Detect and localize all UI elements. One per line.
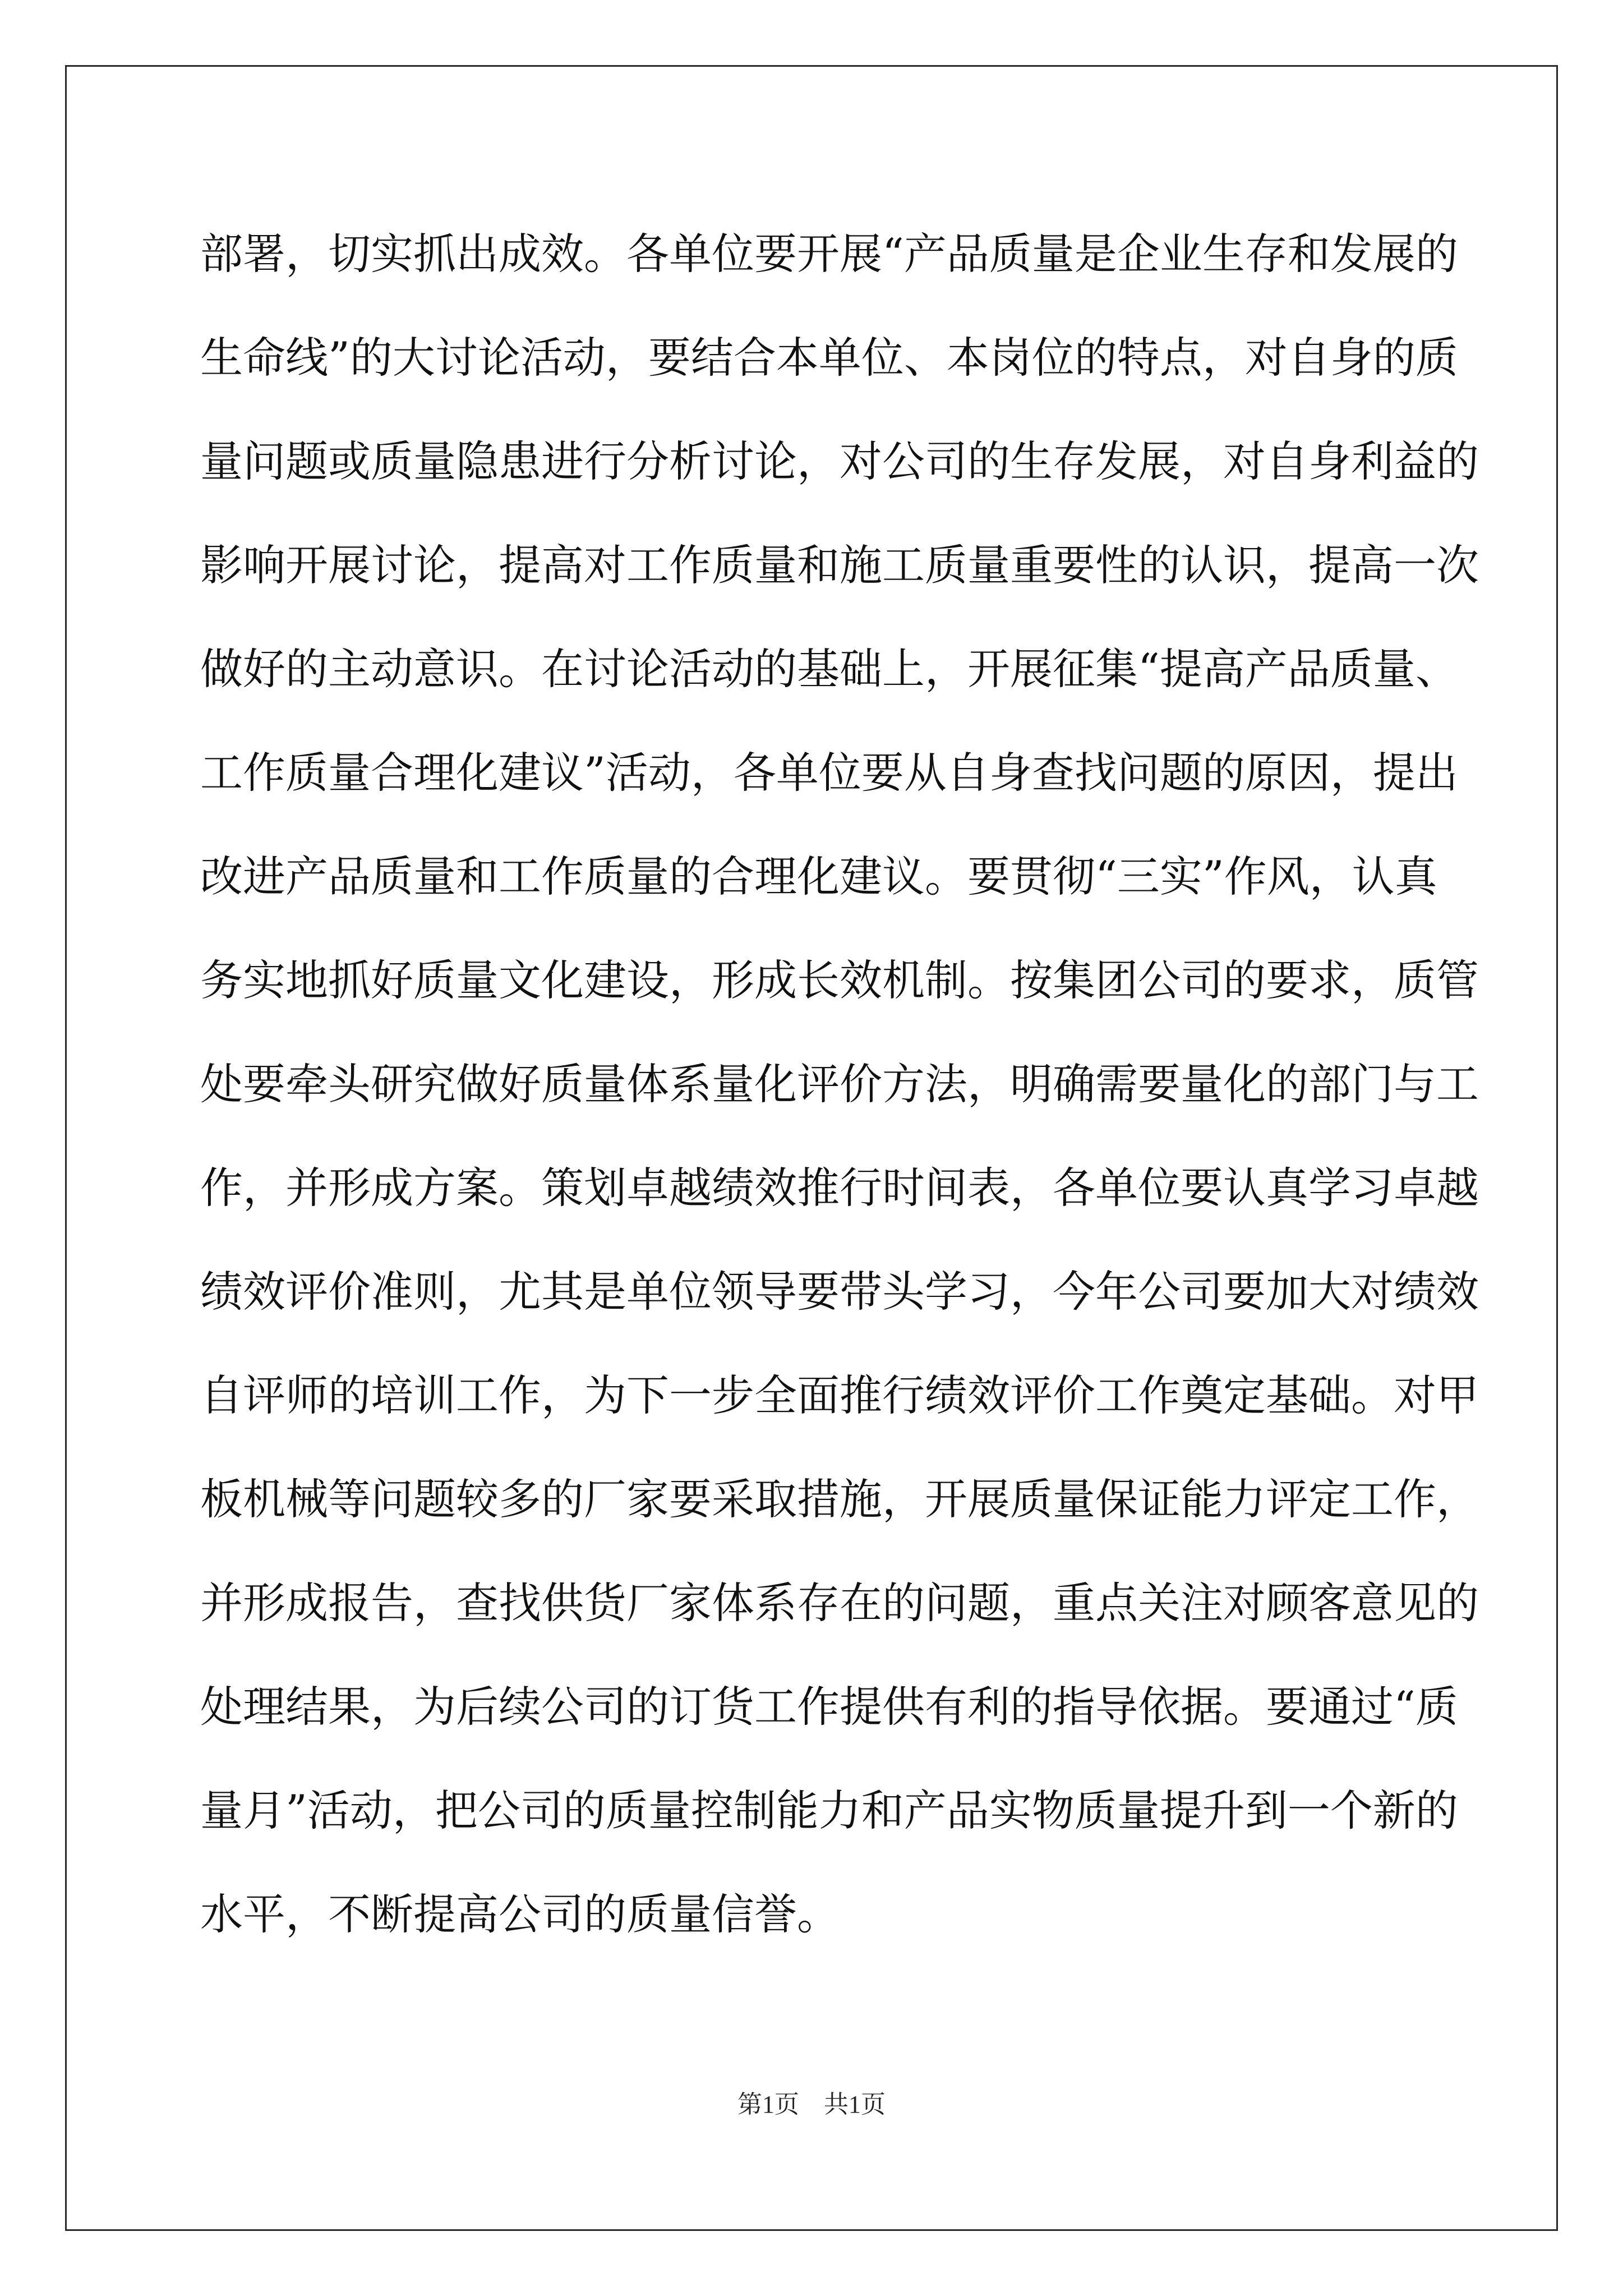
text-line: 生命线”的大讨论活动，要结合本单位、本岗位的特点，对自身的质 [200,333,1458,383]
text-line: 务实地抓好质量文化建设，形成长效机制。按集团公司的要求，质管 [200,955,1479,1005]
text-line: 部署，切实抓出成效。各单位要开展“产品质量是企业生存和发展的 [200,229,1458,279]
text-line: 板机械等问题较多的厂家要采取措施，开展质量保证能力评定工作， [200,1474,1479,1524]
body-paragraph [200,202,1479,1966]
text-line: 工作质量合理化建议”活动，各单位要从自身查找问题的原因，提出 [200,748,1458,798]
text-line: 量问题或质量隐患进行分析讨论，对公司的生存发展，对自身利益的 [200,436,1479,486]
text-line: 做好的主动意识。在讨论活动的基础上，开展征集“提高产品质量、 [200,644,1458,694]
text-line: 量月”活动，把公司的质量控制能力和产品实物质量提升到一个新的 [200,1786,1458,1835]
page-footer [0,2088,1623,2122]
text-line-last: 水平，不断提高公司的质量信誉。 [200,1889,840,1939]
page-number: 第1页 共1页 [737,2091,886,2118]
text-line: 自评师的培训工作，为下一步全面推行绩效评价工作奠定基础。对甲 [200,1370,1479,1420]
text-line: 作，并形成方案。策划卓越绩效推行时间表，各单位要认真学习卓越 [200,1163,1479,1213]
text-line: 改进产品质量和工作质量的合理化建议。要贯彻“三实”作风，认真 [200,852,1437,901]
text-line: 并形成报告，查找供货厂家体系存在的问题，重点关注对顾客意见的 [200,1578,1479,1628]
text-line: 影响开展讨论，提高对工作质量和施工质量重要性的认识，提高一次 [200,540,1479,590]
text-line: 处要牵头研究做好质量体系量化评价方法，明确需要量化的部门与工 [200,1059,1479,1109]
text-line: 绩效评价准则，尤其是单位领导要带头学习，今年公司要加大对绩效 [200,1267,1479,1317]
text-line: 处理结果，为后续公司的订货工作提供有利的指导依据。要通过“质 [200,1682,1458,1732]
